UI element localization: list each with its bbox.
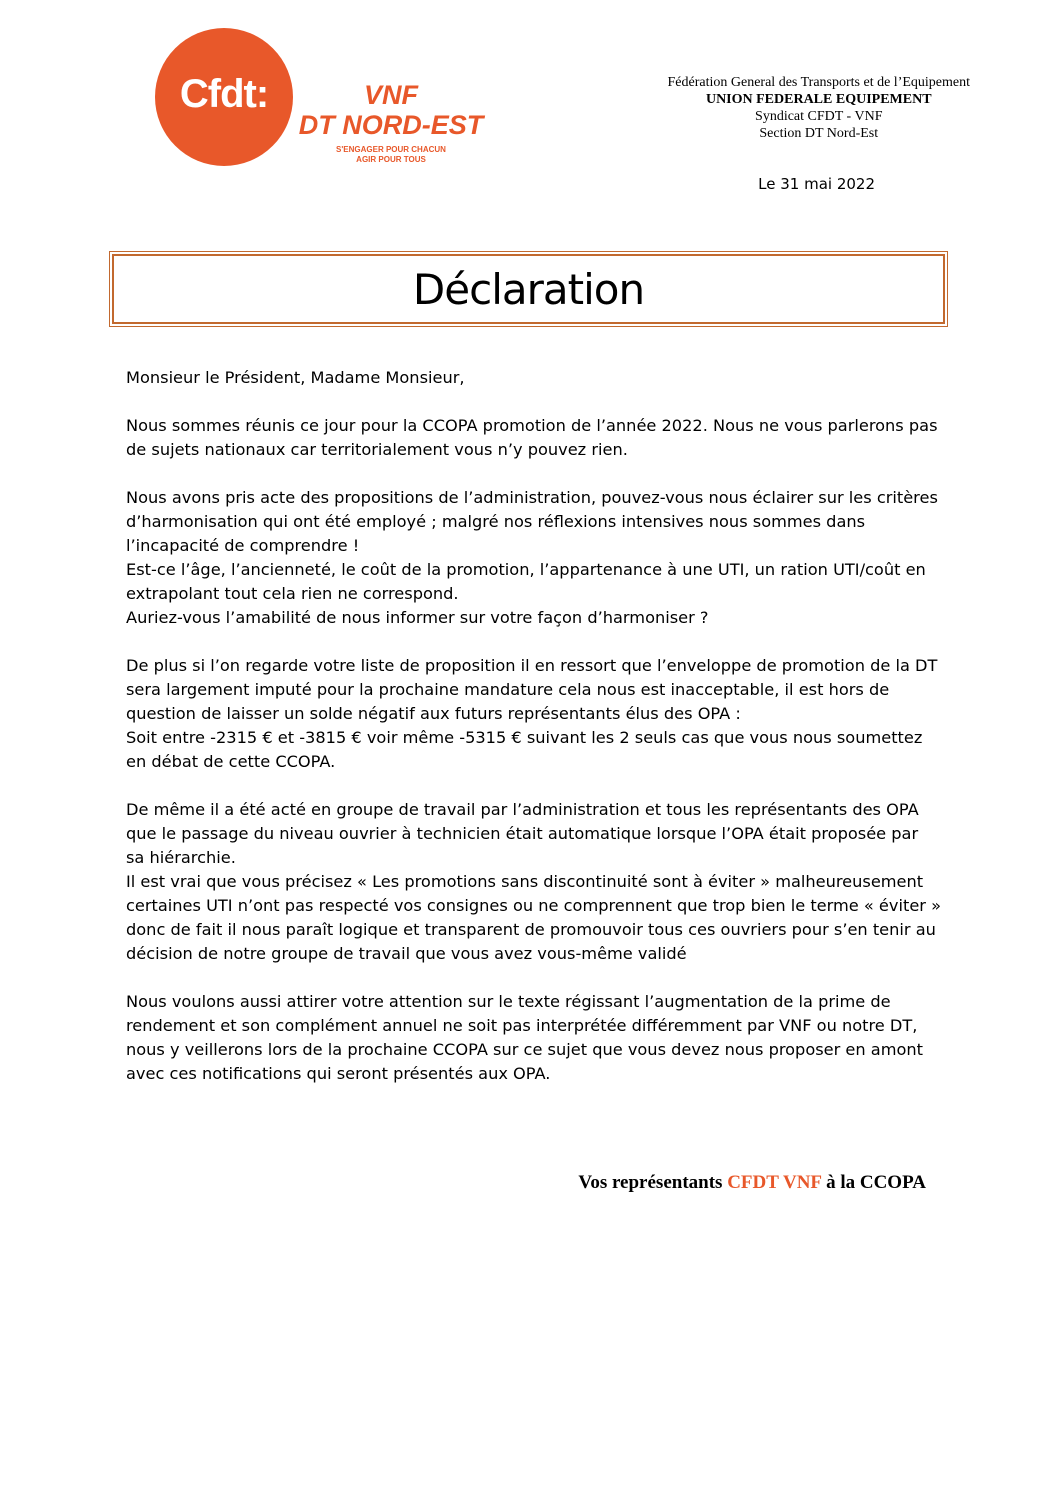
signature-suffix: à la CCOPA [821, 1172, 926, 1193]
header-line-4: Section DT Nord-Est [759, 126, 879, 141]
paragraph-4 [126, 798, 941, 966]
signature-accent: CFDT VNF [727, 1172, 822, 1193]
paragraph-3 [126, 654, 941, 774]
paragraph-2-line-b: Est-ce l’âge, l’ancienneté, le coût de la promotion, l’appartenance à une UTI, un ration UTI/coût en extrapolant tout cela rien ne correspond. [126, 560, 926, 603]
header-line-2: UNION FEDERALE EQUIPEMENT [705, 92, 932, 107]
paragraph-1: Nous sommes réunis ce jour pour la CCOPA promotion de l’année 2022. Nous ne vous parlerons pas de sujets nationaux car territorialement vous n’y pouvez rien. [126, 416, 938, 459]
title-box [112, 254, 945, 324]
brand-dt-nord-est: DT NORD-EST [298, 110, 484, 140]
paragraph-3-line-b: Soit entre -2315 € et -3815 € voir même -5315 € suivant les 2 seuls cas que vous nous soumettez en débat de cette CCOPA. [126, 728, 923, 771]
cfdt-logo [155, 28, 293, 166]
paragraph-2-line-a: Nous avons pris acte des propositions de l’administration, pouvez-vous nous éclairer sur les critères d’harmonisation qui ont été employé ; malgré nos réflexions intensives nous sommes dans l’incapacité de comprendre ! [126, 488, 938, 555]
signature [578, 1172, 926, 1194]
salutation: Monsieur le Président, Madame Monsieur, [126, 368, 465, 387]
brand-vnf: VNF [364, 80, 418, 110]
brand-block [296, 80, 486, 165]
signature-prefix: Vos représentants [578, 1172, 728, 1193]
document-date: Le 31 mai 2022 [758, 175, 875, 193]
paragraph-2 [126, 486, 941, 630]
logo-text: Cfdt: [179, 72, 269, 116]
organization-header [668, 74, 970, 142]
paragraph-5: Nous voulons aussi attirer votre attention sur le texte régissant l’augmentation de la prime de rendement et son complément annuel ne soit pas interprétée différemment par VNF ou notre DT, nous y veillerons lors de la prochaine CCOPA sur ce sujet que vous devez nous proposer en amont avec ces notifications qui seront présentés aux OPA. [126, 992, 923, 1083]
brand-tagline-1: S'ENGAGER POUR CHACUN [336, 145, 446, 154]
paragraph-4-line-b: Il est vrai que vous précisez « Les promotions sans discontinuité sont à éviter » malheureusement certaines UTI n’ont pas respecté vos consignes ou ne comprennent que trop bien le terme « éviter » donc de fait il nous paraît logique et transparent de promouvoir tous ces ouvriers pour s’en tenir au décision de notre groupe de travail que vous avez vous-même validé [126, 872, 941, 963]
brand-tagline-2: AGIR POUR TOUS [356, 155, 426, 164]
header-line-1: Fédération General des Transports et de l’Equipement [667, 75, 970, 90]
paragraph-2-line-c: Auriez-vous l’amabilité de nous informer sur votre façon d’harmoniser ? [126, 608, 709, 627]
paragraph-4-line-a: De même il a été acté en groupe de travail par l’administration et tous les représentants des OPA que le passage du niveau ouvrier à technicien était automatique lorsque l’OPA était proposée par sa hiérarchie. [126, 800, 919, 867]
paragraph-3-line-a: De plus si l’on regarde votre liste de proposition il en ressort que l’enveloppe de promotion de la DT sera largement imputé pour la prochaine mandature cela nous est inacceptable, il est hors de question de laisser un solde négatif aux futurs représentants élus des OPA : [126, 656, 938, 723]
document-title: Déclaration [412, 264, 645, 314]
header-line-3: Syndicat CFDT - VNF [755, 109, 883, 124]
letter-body [126, 366, 941, 1110]
